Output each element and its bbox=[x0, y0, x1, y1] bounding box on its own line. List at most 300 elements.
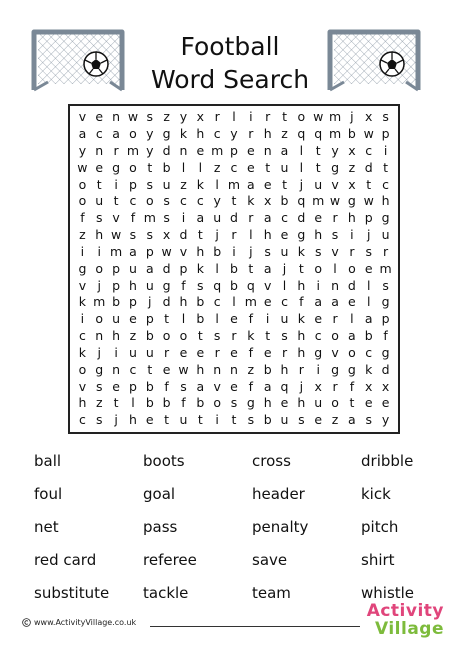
grid-letter: b bbox=[230, 260, 238, 276]
grid-letter: s bbox=[298, 412, 305, 428]
grid-letter: t bbox=[248, 260, 254, 276]
grid-letter: f bbox=[299, 294, 304, 310]
grid-letter: e bbox=[129, 311, 137, 327]
grid-letter: t bbox=[282, 176, 287, 192]
grid-letter: a bbox=[263, 210, 272, 226]
grid-letter: z bbox=[129, 328, 137, 344]
grid-letter: n bbox=[331, 277, 340, 293]
grid-letter: v bbox=[179, 243, 188, 259]
grid-letter: h bbox=[297, 395, 306, 411]
grid-letter: j bbox=[299, 378, 304, 394]
grid-letter: q bbox=[314, 126, 323, 141]
grid-letter: u bbox=[280, 159, 289, 175]
grid-letter: e bbox=[246, 142, 255, 158]
grid-letter: e bbox=[179, 344, 188, 360]
grid-letter: c bbox=[314, 328, 322, 344]
grid-letter: p bbox=[381, 126, 390, 141]
grid-letter: a bbox=[263, 378, 272, 394]
grid-letter: z bbox=[247, 361, 255, 377]
grid-letter: i bbox=[80, 243, 85, 259]
grid-letter: y bbox=[230, 126, 238, 141]
grid-letter: g bbox=[331, 361, 340, 377]
grid-letter: b bbox=[196, 395, 205, 411]
grid-letter: z bbox=[163, 109, 170, 125]
grid-letter: c bbox=[365, 142, 373, 158]
grid-letter: t bbox=[231, 412, 237, 428]
grid-letter: u bbox=[314, 176, 323, 192]
grid-letter: f bbox=[383, 328, 388, 344]
grid-letter: l bbox=[215, 260, 219, 276]
grid-letter: l bbox=[249, 227, 253, 243]
grid-letter: y bbox=[179, 109, 188, 125]
grid-letter: l bbox=[299, 159, 304, 175]
grid-letter: h bbox=[280, 361, 289, 377]
grid-letter: w bbox=[77, 159, 88, 175]
grid-letter: s bbox=[146, 227, 154, 243]
grid-letter: s bbox=[281, 328, 288, 344]
grid-letter: e bbox=[263, 344, 272, 360]
grid-letter: s bbox=[129, 227, 137, 243]
word-item: cross bbox=[252, 452, 291, 470]
grid-letter: q bbox=[297, 193, 306, 209]
grid-letter: e bbox=[230, 344, 238, 360]
grid-letter: t bbox=[298, 260, 304, 276]
grid-letter: u bbox=[213, 210, 222, 226]
grid-letter: s bbox=[163, 193, 170, 209]
word-item: pass bbox=[143, 518, 178, 536]
word-item: substitute bbox=[34, 584, 110, 602]
grid-letter: y bbox=[78, 142, 87, 158]
grid-letter: b bbox=[196, 294, 205, 310]
grid-letter: n bbox=[112, 109, 121, 125]
word-item: foul bbox=[34, 485, 63, 503]
word-item: goal bbox=[143, 485, 176, 503]
grid-letter: j bbox=[148, 294, 152, 310]
grid-letter: e bbox=[246, 159, 255, 175]
grid-letter: z bbox=[213, 159, 221, 175]
grid-letter: b bbox=[112, 294, 121, 310]
page-title bbox=[130, 30, 330, 96]
grid-letter: o bbox=[129, 126, 137, 141]
grid-letter: y bbox=[146, 142, 154, 158]
grid-letter: n bbox=[179, 142, 188, 158]
grid-letter: u bbox=[179, 412, 188, 428]
grid-letter: q bbox=[213, 277, 222, 293]
grid-letter: m bbox=[244, 294, 257, 310]
grid-letter: s bbox=[365, 412, 372, 428]
grid-letter: h bbox=[263, 126, 272, 141]
grid-letter: r bbox=[383, 243, 389, 259]
grid-letter: t bbox=[197, 328, 203, 344]
grid-letter: n bbox=[112, 361, 121, 377]
grid-letter: d bbox=[179, 227, 188, 243]
grid-letter: x bbox=[348, 176, 356, 192]
grid-letter: j bbox=[215, 227, 219, 243]
grid-letter: s bbox=[331, 227, 339, 243]
grid-letter: c bbox=[78, 328, 86, 344]
grid-letter: o bbox=[129, 159, 137, 175]
grid-letter: c bbox=[281, 210, 288, 226]
grid-letter: s bbox=[146, 109, 154, 125]
grid-letter: k bbox=[196, 260, 204, 276]
grid-letter: s bbox=[95, 412, 103, 428]
grid-letter: i bbox=[181, 210, 186, 226]
grid-letter: p bbox=[364, 210, 373, 226]
grid-letter: o bbox=[179, 328, 188, 344]
grid-letter: c bbox=[196, 193, 204, 209]
grid-letter: e bbox=[145, 412, 154, 428]
word-item: red card bbox=[34, 551, 97, 569]
grid-letter: g bbox=[314, 344, 323, 360]
grid-letter: z bbox=[331, 412, 339, 428]
grid-letter: a bbox=[348, 412, 356, 428]
grid-letter: k bbox=[297, 243, 305, 259]
grid-letter: c bbox=[365, 344, 373, 360]
grid-letter: i bbox=[215, 412, 219, 428]
grid-letter: b bbox=[196, 311, 205, 327]
word-item: penalty bbox=[252, 518, 309, 536]
grid-letter: t bbox=[113, 193, 119, 209]
grid-letter: e bbox=[230, 378, 238, 394]
grid-letter: w bbox=[329, 193, 341, 209]
grid-letter: g bbox=[347, 361, 356, 377]
word-item: net bbox=[34, 518, 59, 536]
grid-letter: g bbox=[246, 395, 255, 411]
grid-letter: f bbox=[248, 378, 254, 394]
grid-letter: s bbox=[382, 277, 389, 293]
grid-letter: u bbox=[314, 395, 323, 411]
grid-letter: v bbox=[112, 210, 120, 226]
grid-letter: m bbox=[328, 126, 342, 141]
grid-letter: w bbox=[313, 109, 324, 125]
grid-letter: o bbox=[348, 344, 356, 360]
grid-letter: l bbox=[198, 159, 203, 175]
grid-letter: u bbox=[280, 311, 289, 327]
grid-letter: y bbox=[331, 142, 339, 158]
grid-letter: n bbox=[230, 361, 238, 377]
grid-letter: w bbox=[127, 109, 139, 125]
grid-letter: p bbox=[230, 142, 238, 158]
grid-letter: s bbox=[95, 210, 103, 226]
grid-letter: l bbox=[181, 159, 186, 175]
grid-letter: a bbox=[246, 176, 255, 192]
grid-letter: l bbox=[333, 260, 337, 276]
grid-letter: q bbox=[246, 277, 255, 293]
grid-letter: e bbox=[263, 294, 272, 310]
grid-letter: u bbox=[128, 260, 137, 276]
grid-letter: u bbox=[280, 412, 289, 428]
grid-letter: f bbox=[181, 277, 186, 293]
grid-letter: x bbox=[314, 378, 322, 394]
grid-letter: e bbox=[314, 412, 323, 428]
grid-letter: f bbox=[181, 395, 186, 411]
grid-letter: g bbox=[381, 344, 390, 360]
grid-letter: r bbox=[332, 378, 338, 394]
grid-letter: v bbox=[78, 277, 87, 293]
grid-letter: j bbox=[299, 176, 304, 192]
grid-letter: a bbox=[78, 126, 87, 141]
grid-letter: e bbox=[230, 311, 238, 327]
grid-letter: s bbox=[180, 378, 187, 394]
word-item: referee bbox=[143, 551, 197, 569]
grid-letter: o bbox=[331, 395, 339, 411]
grid-letter: a bbox=[364, 311, 373, 327]
grid-letter: a bbox=[331, 294, 339, 310]
grid-letter: a bbox=[112, 126, 120, 141]
grid-letter: o bbox=[213, 395, 221, 411]
grid-letter: b bbox=[162, 395, 171, 411]
grid-letter: w bbox=[178, 361, 189, 377]
grid-letter: p bbox=[179, 260, 188, 276]
grid-letter: m bbox=[328, 109, 342, 125]
grid-letter: x bbox=[365, 109, 373, 125]
grid-letter: o bbox=[314, 260, 323, 276]
grid-letter: j bbox=[97, 277, 101, 293]
grid-letter: y bbox=[146, 126, 154, 141]
grid-letter: l bbox=[366, 277, 371, 293]
grid-letter: p bbox=[112, 260, 121, 276]
grid-letter: w bbox=[363, 126, 374, 141]
grid-letter: r bbox=[298, 361, 304, 377]
grid-letter: h bbox=[347, 210, 356, 226]
grid-letter: t bbox=[231, 193, 237, 209]
grid-letter: p bbox=[128, 294, 137, 310]
grid-letter: h bbox=[196, 361, 205, 377]
grid-letter: z bbox=[281, 126, 288, 141]
grid-letter: p bbox=[128, 176, 137, 192]
grid-letter: x bbox=[263, 193, 272, 209]
word-item: shirt bbox=[361, 551, 395, 569]
grid-letter: t bbox=[197, 412, 203, 428]
grid-letter: r bbox=[214, 109, 220, 125]
grid-letter: s bbox=[365, 243, 372, 259]
grid-letter: s bbox=[213, 328, 221, 344]
football-icon bbox=[380, 52, 404, 76]
title-line-1: Football bbox=[180, 32, 280, 61]
grid-letter: b bbox=[145, 328, 154, 344]
grid-letter: r bbox=[332, 210, 338, 226]
title-line-2: Word Search bbox=[150, 65, 310, 94]
grid-letter: a bbox=[129, 243, 137, 259]
grid-letter: k bbox=[247, 328, 255, 344]
grid-letter: o bbox=[162, 328, 171, 344]
grid-letter: r bbox=[265, 109, 271, 125]
grid-letter: s bbox=[264, 243, 271, 259]
grid-letter: b bbox=[364, 328, 373, 344]
grid-letter: o bbox=[331, 328, 339, 344]
grid-letter: l bbox=[366, 294, 371, 310]
grid-letter: m bbox=[126, 142, 140, 158]
grid-letter: l bbox=[282, 277, 287, 293]
grid-letter: c bbox=[129, 361, 137, 377]
grid-letter: r bbox=[214, 344, 220, 360]
grid-letter: n bbox=[263, 142, 272, 158]
grid-letter: j bbox=[97, 344, 101, 360]
grid-letter: l bbox=[299, 142, 304, 158]
grid-letter: r bbox=[231, 227, 237, 243]
grid-letter: s bbox=[197, 277, 204, 293]
grid-letter: f bbox=[349, 378, 355, 394]
grid-letter: c bbox=[129, 193, 137, 209]
grid-letter: i bbox=[80, 311, 85, 327]
grid-letter: l bbox=[215, 176, 219, 192]
grid-letter: c bbox=[78, 412, 86, 428]
grid-letter: h bbox=[196, 126, 205, 141]
grid-letter: n bbox=[95, 328, 104, 344]
grid-letter: h bbox=[78, 395, 87, 411]
grid-letter: h bbox=[381, 193, 390, 209]
grid-letter: p bbox=[128, 378, 137, 394]
footer-url[interactable]: www.ActivityVillage.co.uk bbox=[34, 618, 137, 627]
grid-letter: b bbox=[263, 412, 272, 428]
grid-letter: w bbox=[363, 193, 374, 209]
grid-letter: p bbox=[112, 277, 121, 293]
grid-letter: h bbox=[95, 227, 104, 243]
grid-letter: b bbox=[263, 361, 272, 377]
grid-letter: t bbox=[147, 159, 153, 175]
grid-letter: c bbox=[213, 126, 221, 141]
grid-letter: u bbox=[280, 243, 289, 259]
word-item: whistle bbox=[361, 584, 415, 602]
grid-letter: g bbox=[112, 159, 121, 175]
grid-letter: e bbox=[280, 395, 289, 411]
grid-letter: a bbox=[145, 260, 154, 276]
grid-letter: l bbox=[215, 311, 219, 327]
grid-letter: q bbox=[280, 378, 289, 394]
grid-letter: m bbox=[211, 142, 224, 158]
grid-letter: x bbox=[196, 109, 205, 125]
grid-letter: d bbox=[230, 210, 238, 226]
grid-letter: a bbox=[263, 260, 272, 276]
grid-letter: e bbox=[314, 210, 323, 226]
grid-letter: s bbox=[146, 176, 154, 192]
grid-letter: i bbox=[383, 142, 388, 158]
grid-letter: e bbox=[95, 159, 104, 175]
grid-letter: f bbox=[164, 378, 169, 394]
grid-letter: t bbox=[282, 109, 287, 125]
grid-letter: g bbox=[381, 210, 390, 226]
grid-letter: u bbox=[162, 176, 171, 192]
grid-letter: m bbox=[312, 193, 325, 209]
grid-letter: g bbox=[78, 260, 87, 276]
copyright-icon bbox=[22, 618, 31, 627]
grid-letter: g bbox=[331, 159, 340, 175]
grid-letter: m bbox=[110, 243, 123, 259]
grid-letter: l bbox=[131, 395, 135, 411]
grid-letter: h bbox=[112, 328, 121, 344]
grid-letter: v bbox=[78, 109, 87, 125]
grid-letter: k bbox=[297, 311, 305, 327]
grid-letter: i bbox=[232, 243, 236, 259]
grid-letter: h bbox=[196, 243, 205, 259]
grid-letter: s bbox=[95, 378, 103, 394]
grid-letter: w bbox=[161, 243, 172, 259]
grid-letter: t bbox=[265, 328, 271, 344]
grid-letter: o bbox=[95, 260, 104, 276]
grid-letter: k bbox=[196, 176, 204, 192]
grid-letter: e bbox=[196, 344, 205, 360]
word-item: pitch bbox=[361, 518, 399, 536]
grid-letter: n bbox=[95, 142, 104, 158]
grid-letter: f bbox=[248, 344, 254, 360]
grid-letter: z bbox=[180, 176, 187, 192]
grid-letter: c bbox=[382, 176, 390, 192]
grid-letter: v bbox=[78, 378, 87, 394]
grid-letter: x bbox=[381, 378, 390, 394]
grid-letter: f bbox=[248, 311, 254, 327]
grid-letter: f bbox=[130, 210, 136, 226]
grid-letter: u bbox=[95, 193, 104, 209]
grid-letter: t bbox=[96, 176, 102, 192]
grid-letter: d bbox=[162, 142, 171, 158]
grid-letter: w bbox=[110, 227, 122, 243]
grid-letter: d bbox=[364, 159, 373, 175]
grid-letter: i bbox=[97, 243, 101, 259]
grid-letter: t bbox=[315, 159, 321, 175]
grid-letter: o bbox=[95, 311, 104, 327]
footer-copyright bbox=[22, 618, 136, 627]
grid-letter: t bbox=[349, 395, 355, 411]
word-item: kick bbox=[361, 485, 391, 503]
grid-letter: e bbox=[364, 260, 373, 276]
grid-letter: h bbox=[314, 227, 323, 243]
grid-letter: u bbox=[381, 227, 390, 243]
grid-letter: e bbox=[348, 294, 356, 310]
grid-letter: p bbox=[381, 311, 390, 327]
grid-letter: a bbox=[196, 378, 205, 394]
grid-letter: v bbox=[331, 243, 339, 259]
grid-letter: z bbox=[79, 227, 86, 243]
grid-letter: o bbox=[78, 193, 87, 209]
grid-letter: e bbox=[263, 176, 272, 192]
grid-letter: s bbox=[382, 109, 389, 125]
grid-letter: b bbox=[145, 378, 154, 394]
grid-letter: h bbox=[179, 294, 188, 310]
grid-letter: a bbox=[196, 210, 205, 226]
grid-letter: h bbox=[128, 412, 137, 428]
grid-letter: v bbox=[213, 378, 221, 394]
grid-letter: s bbox=[230, 395, 238, 411]
grid-letter: l bbox=[181, 311, 186, 327]
grid-letter: o bbox=[297, 109, 306, 125]
grid-letter: g bbox=[95, 361, 104, 377]
grid-letter: z bbox=[348, 159, 356, 175]
grid-letter: e bbox=[381, 395, 390, 411]
grid-letter: k bbox=[365, 361, 373, 377]
grid-letter: e bbox=[112, 378, 120, 394]
grid-letter: v bbox=[331, 176, 339, 192]
grid-letter: d bbox=[162, 294, 171, 310]
grid-letter: d bbox=[381, 361, 390, 377]
logo-word-activity: Activity bbox=[366, 601, 444, 621]
grid-letter: g bbox=[347, 193, 356, 209]
grid-letter: i bbox=[114, 344, 118, 360]
grid-letter: k bbox=[247, 193, 255, 209]
grid-letter: i bbox=[114, 176, 118, 192]
footer-divider bbox=[150, 626, 360, 627]
word-item: tackle bbox=[143, 584, 189, 602]
grid-letter: g bbox=[162, 277, 171, 293]
grid-letter: i bbox=[265, 311, 270, 327]
grid-letter: r bbox=[231, 328, 237, 344]
grid-letter: a bbox=[348, 328, 356, 344]
grid-letter: o bbox=[78, 176, 87, 192]
grid-letter: h bbox=[297, 328, 306, 344]
grid-letter: m bbox=[143, 210, 156, 226]
word-item: team bbox=[252, 584, 291, 602]
grid-letter: c bbox=[180, 193, 187, 209]
grid-letter: n bbox=[213, 361, 222, 377]
